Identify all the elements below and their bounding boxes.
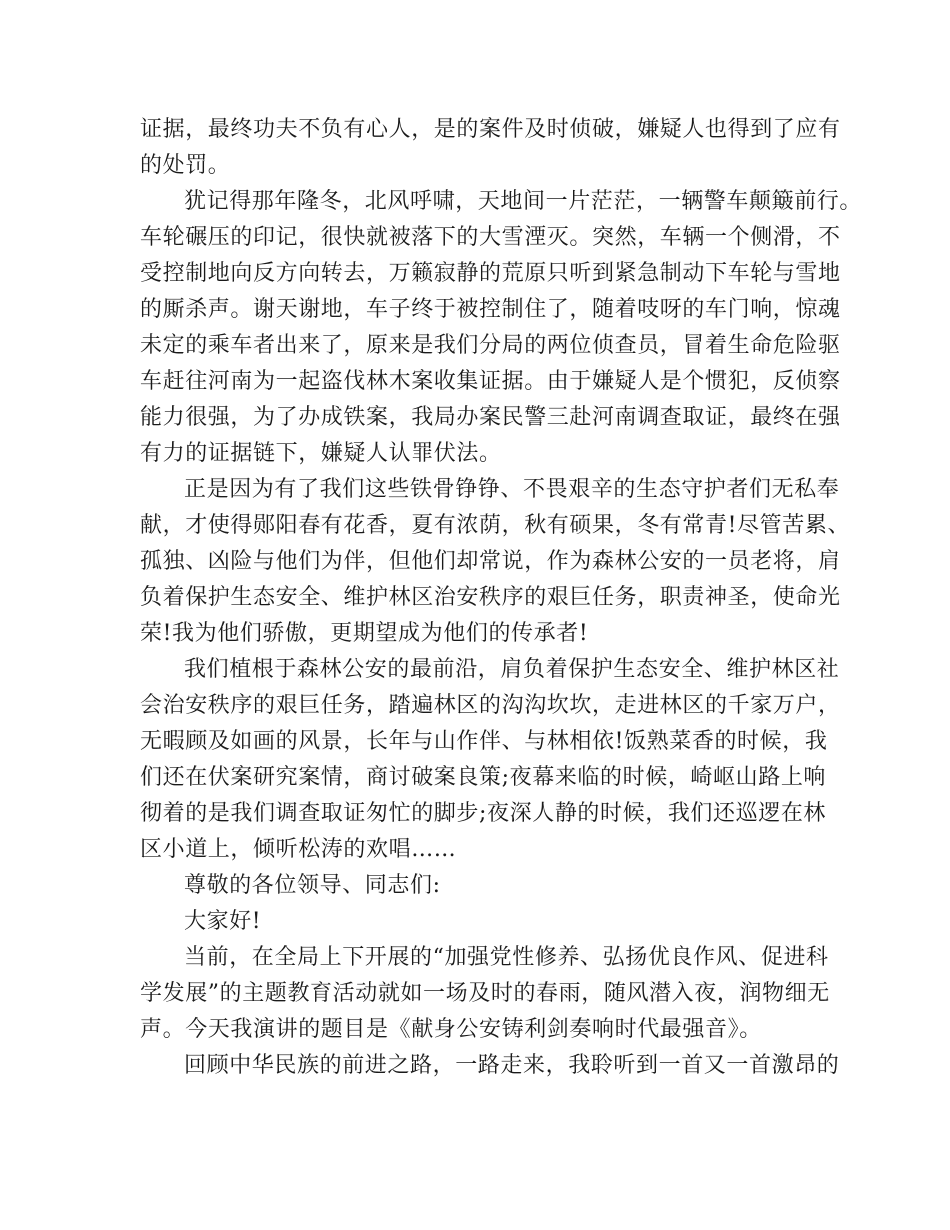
paragraph-start-line: 正是因为有了我们这些铁骨铮铮、不畏艰辛的生态守护者们无私奉 [184, 477, 840, 502]
speech-text-body [140, 112, 863, 1084]
text-line: 荣!我为他们骄傲，更期望成为他们的传承者! [140, 621, 589, 646]
text-line: 的处罚。 [140, 153, 231, 178]
text-line: 未定的乘车者出来了，原来是我们分局的两位侦查员，冒着生命危险驱 [140, 333, 841, 358]
text-line: 的厮杀声。谢天谢地，车子终于被控制住了，随着吱呀的车门响，惊魂 [140, 297, 841, 322]
text-line: 负着保护生态安全、维护林区治安秩序的艰巨任务，职责神圣，使命光 [140, 585, 841, 610]
text-line: 无暇顾及如画的风景，长年与山作伴、与林相依!饭熟菜香的时候，我 [140, 729, 828, 754]
paragraph-start-line: 回顾中华民族的前进之路，一路走来，我聆听到一首又一首激昂的 [184, 1053, 840, 1078]
text-line: 能力很强，为了办成铁案，我局办案民警三赴河南调查取证，最终在强 [140, 405, 841, 430]
paragraph-start-line: 当前，在全局上下开展的“加强党性修养、弘扬优良作风、促进科 [184, 945, 829, 970]
text-line: 有力的证据链下，嫌疑人认罪伏法。 [140, 441, 502, 466]
text-line: 车轮碾压的印记，很快就被落下的大雪湮灭。突然，车辆一个侧滑，不 [140, 225, 841, 250]
text-line: 声。今天我演讲的题目是《献身公安铸利剑奏响时代最强音》。 [140, 1017, 762, 1042]
text-line: 献，才使得郧阳春有花香，夏有浓荫，秋有硕果，冬有常青!尽管苦累、 [140, 513, 851, 538]
paragraph-start-line: 犹记得那年隆冬，北风呼啸，天地间一片茫茫，一辆警车颠簸前行。 [184, 189, 863, 214]
text-line: 证据，最终功夫不负有心人，是的案件及时侦破，嫌疑人也得到了应有 [140, 117, 841, 142]
text-line: 们还在伏案研究案情，商讨破案良策;夜幕来临的时候，崎岖山路上响 [140, 765, 827, 790]
salutation-line: 尊敬的各位领导、同志们: [184, 873, 441, 898]
text-line: 区小道上，倾听松涛的欢唱…… [140, 837, 457, 862]
paragraph-start-line: 我们植根于森林公安的最前沿，肩负着保护生态安全、维护林区社 [184, 657, 840, 682]
text-line: 受控制地向反方向转去，万籁寂静的荒原只听到紧急制动下车轮与雪地 [140, 261, 841, 286]
text-line: 彻着的是我们调查取证匆忙的脚步;夜深人静的时候，我们还巡逻在林 [140, 801, 827, 826]
text-line: 孤独、凶险与他们为伴，但他们却常说，作为森林公安的一员老将，肩 [140, 549, 841, 574]
text-line: 学发展”的主题教育活动就如一场及时的春雨，随风潜入夜，润物细无 [140, 981, 830, 1006]
greeting-line: 大家好! [184, 909, 262, 934]
text-line: 会治安秩序的艰巨任务，踏遍林区的沟沟坎坎，走进林区的千家万户， [140, 693, 841, 718]
text-line: 车赶往河南为一起盗伐林木案收集证据。由于嫌疑人是个惯犯，反侦察 [140, 369, 841, 394]
